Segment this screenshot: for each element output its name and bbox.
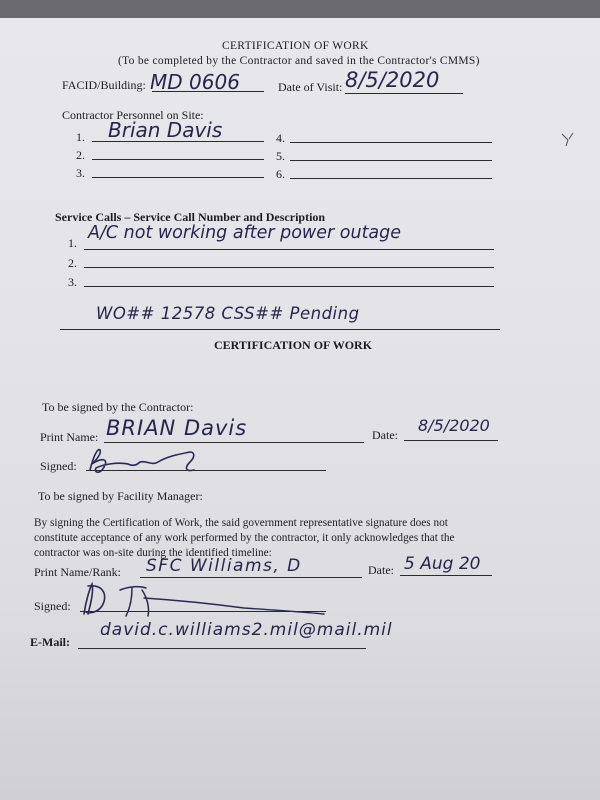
work-order-note: WO## 12578 CSS## Pending (96, 304, 360, 323)
contractor-print-value: BRIAN Davis (106, 416, 248, 440)
facility-email-line (78, 648, 366, 649)
personnel-line-5 (290, 160, 492, 161)
work-order-line (60, 329, 500, 330)
personnel-num-5: 5. (276, 149, 285, 163)
margin-mark (560, 130, 576, 148)
facility-signed-label: Signed: (34, 599, 71, 613)
service-label: Service Calls – Service Call Number and Description (55, 210, 326, 224)
visit-value: 8/5/2020 (345, 68, 440, 92)
facid-value: MD 0606 (150, 70, 240, 94)
service-num-3: 3. (68, 275, 77, 289)
facility-email-label: E-Mail: (30, 635, 70, 649)
contractor-heading: To be signed by the Contractor: (42, 400, 194, 414)
facility-statement-1: By signing the Certification of Work, the said government representative signature does not (34, 517, 448, 529)
form-title: CERTIFICATION OF WORK (222, 40, 369, 52)
personnel-num-1: 1. (76, 130, 85, 144)
personnel-num-2: 2. (76, 148, 85, 162)
personnel-label: Contractor Personnel on Site: (62, 108, 204, 122)
service-line-1 (84, 249, 494, 250)
personnel-line-3 (92, 177, 264, 178)
contractor-print-line (104, 442, 364, 443)
service-line-3 (84, 286, 494, 287)
service-num-2: 2. (68, 256, 77, 270)
facid-label: FACID/Building: (62, 78, 146, 92)
facility-date-line (400, 575, 492, 576)
form-subtitle: (To be completed by the Contractor and saved in the Contractor's CMMS) (118, 55, 480, 67)
personnel-line-2 (92, 159, 264, 160)
contractor-date-line (404, 440, 498, 441)
form-page (0, 18, 600, 800)
facility-rank-value: SFC Williams, D (146, 556, 302, 576)
personnel-num-6: 6. (276, 167, 285, 181)
facility-email-value: david.c.williams2.mil@mail.mil (100, 620, 393, 640)
facility-rank-label: Print Name/Rank: (34, 565, 121, 579)
facility-date-value: 5 Aug 20 (404, 554, 481, 574)
service-value-1: A/C not working after power outage (88, 223, 402, 243)
service-num-1: 1. (68, 236, 77, 250)
contractor-signed-label: Signed: (40, 459, 77, 473)
personnel-value-1: Brian Davis (108, 118, 223, 142)
facility-statement-3: contractor was on-site during the identified timeline: (34, 547, 272, 559)
contractor-signature (84, 444, 224, 478)
personnel-line-4 (290, 142, 492, 143)
personnel-line-6 (290, 178, 492, 179)
contractor-print-label: Print Name: (40, 430, 99, 444)
facility-signature (74, 576, 334, 622)
service-line-2 (84, 267, 494, 268)
facility-statement-2: constitute acceptance of any work performed by the contractor, it only acknowledges that the (34, 532, 455, 544)
visit-line (345, 93, 463, 94)
personnel-num-4: 4. (276, 131, 285, 145)
certification-heading: CERTIFICATION OF WORK (214, 338, 373, 352)
facility-heading: To be signed by Facility Manager: (38, 489, 203, 503)
contractor-date-value: 8/5/2020 (418, 416, 490, 435)
contractor-date-label: Date: (372, 428, 398, 442)
personnel-num-3: 3. (76, 166, 85, 180)
visit-label: Date of Visit: (278, 80, 343, 94)
facility-date-label: Date: (368, 563, 394, 577)
